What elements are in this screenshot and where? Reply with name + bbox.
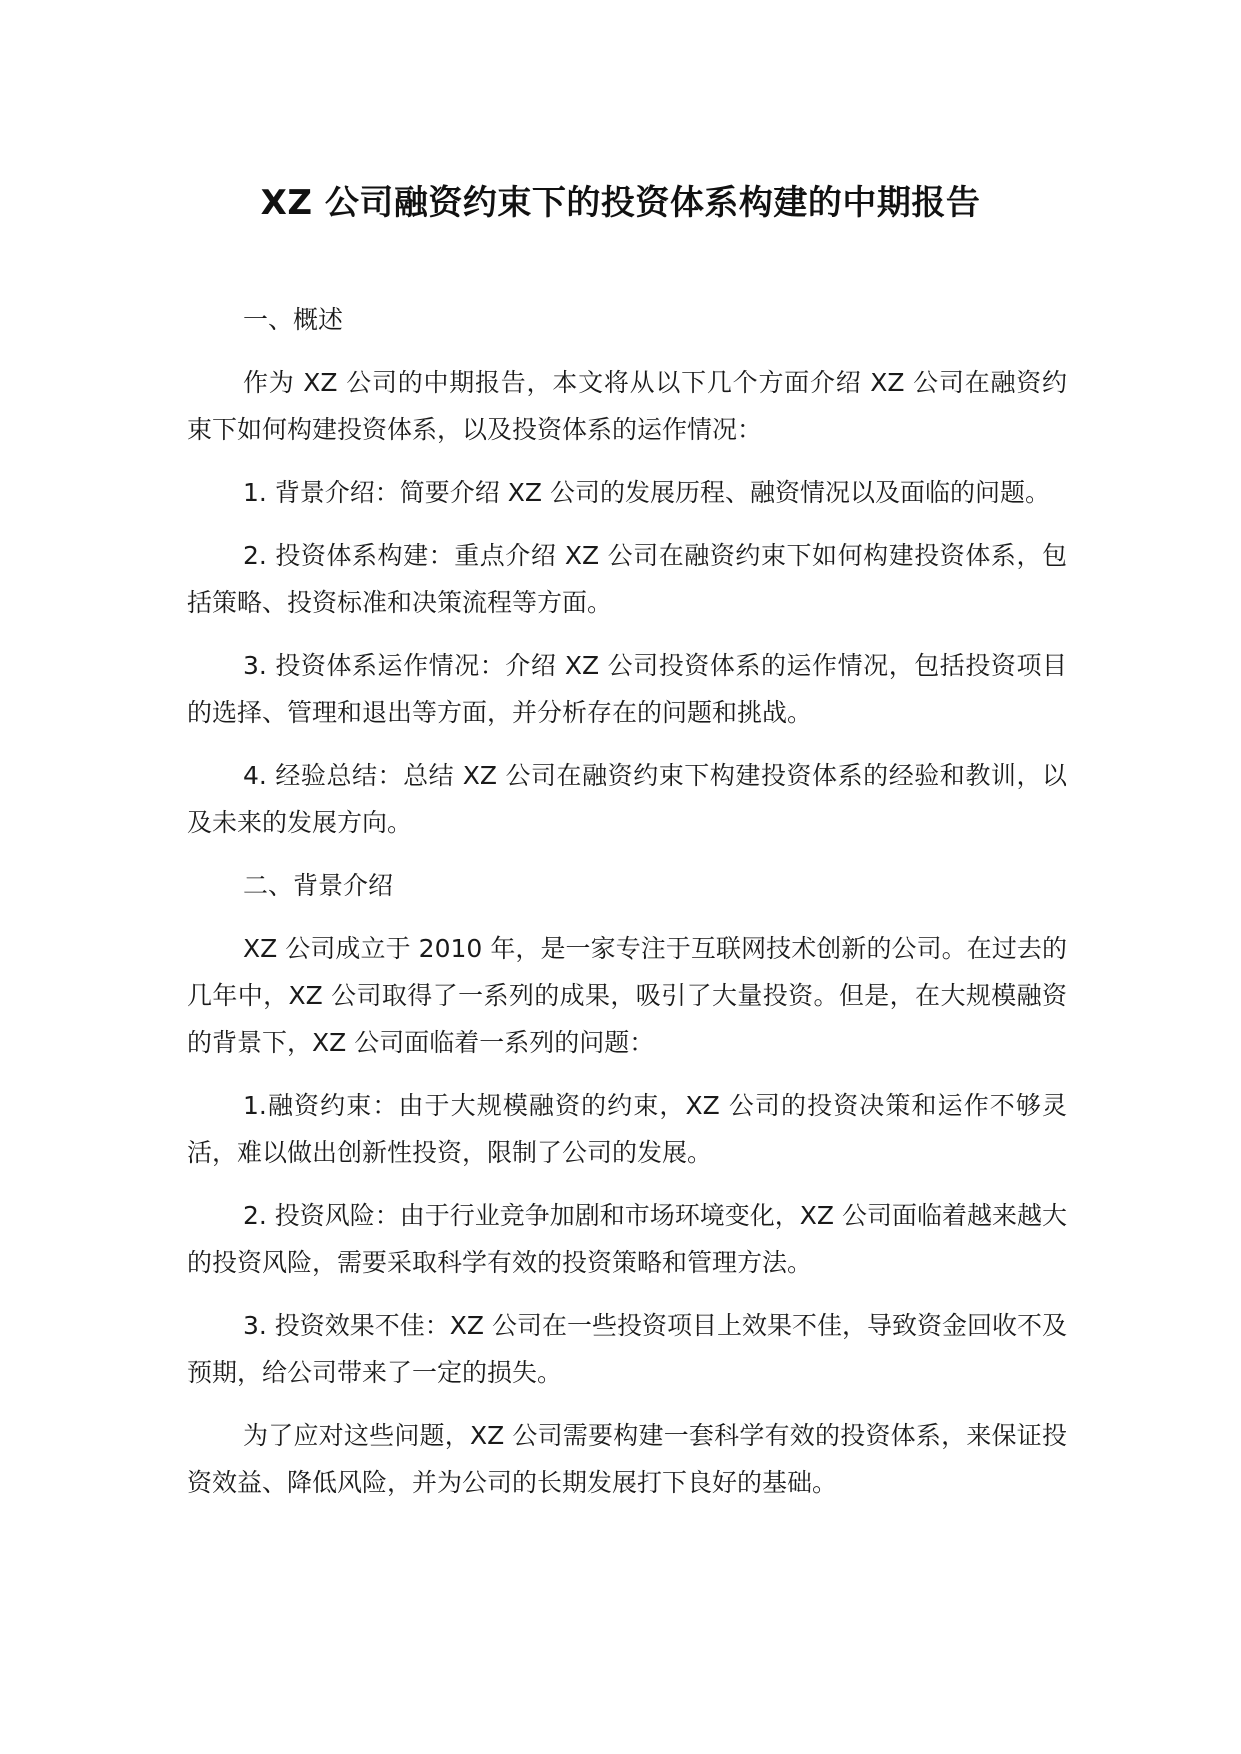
list-item-system-operation: 3. 投资体系运作情况：介绍 XZ 公司投资体系的运作情况，包括投资项目的选择、管理和退出等方面，并分析存在的问题和挑战。 <box>187 651 1067 727</box>
list-item-system-construction: 2. 投资体系构建：重点介绍 XZ 公司在融资约束下如何构建投资体系，包括策略、投资标准和决策流程等方面。 <box>187 541 1067 617</box>
section-heading-overview: 一、概述 <box>243 305 344 334</box>
document-body <box>187 296 1067 1522</box>
list-item-background: 1. 背景介绍：简要介绍 XZ 公司的发展历程、融资情况以及面临的问题。 <box>243 478 1050 507</box>
list-item-investment-risk: 2. 投资风险：由于行业竞争加剧和市场环境变化，XZ 公司面临着越来越大的投资风险，需要采取科学有效的投资策略和管理方法。 <box>187 1201 1068 1277</box>
list-item-poor-results: 3. 投资效果不佳：XZ 公司在一些投资项目上效果不佳，导致资金回收不及预期，给公司带来了一定的损失。 <box>187 1311 1068 1387</box>
list-item-experience-summary: 4. 经验总结：总结 XZ 公司在融资约束下构建投资体系的经验和教训，以及未来的发展方向。 <box>187 761 1067 837</box>
list-item-financing-constraint: 1.融资约束：由于大规模融资的约束，XZ 公司的投资决策和运作不够灵活，难以做出创新性投资，限制了公司的发展。 <box>187 1091 1067 1167</box>
paragraph-conclusion: 为了应对这些问题，XZ 公司需要构建一套科学有效的投资体系，来保证投资效益、降低风险，并为公司的长期发展打下良好的基础。 <box>187 1421 1067 1497</box>
section-heading-background: 二、背景介绍 <box>243 871 394 900</box>
document-title: XZ 公司融资约束下的投资体系构建的中期报告 <box>260 183 981 223</box>
paragraph-intro: 作为 XZ 公司的中期报告，本文将从以下几个方面介绍 XZ 公司在融资约束下如何构建投资体系，以及投资体系的运作情况： <box>187 368 1067 444</box>
paragraph-company-background: XZ 公司成立于 2010 年，是一家专注于互联网技术创新的公司。在过去的几年中，XZ 公司取得了一系列的成果，吸引了大量投资。但是，在大规模融资的背景下，XZ 公司面临着一系列的问题： <box>187 934 1067 1057</box>
